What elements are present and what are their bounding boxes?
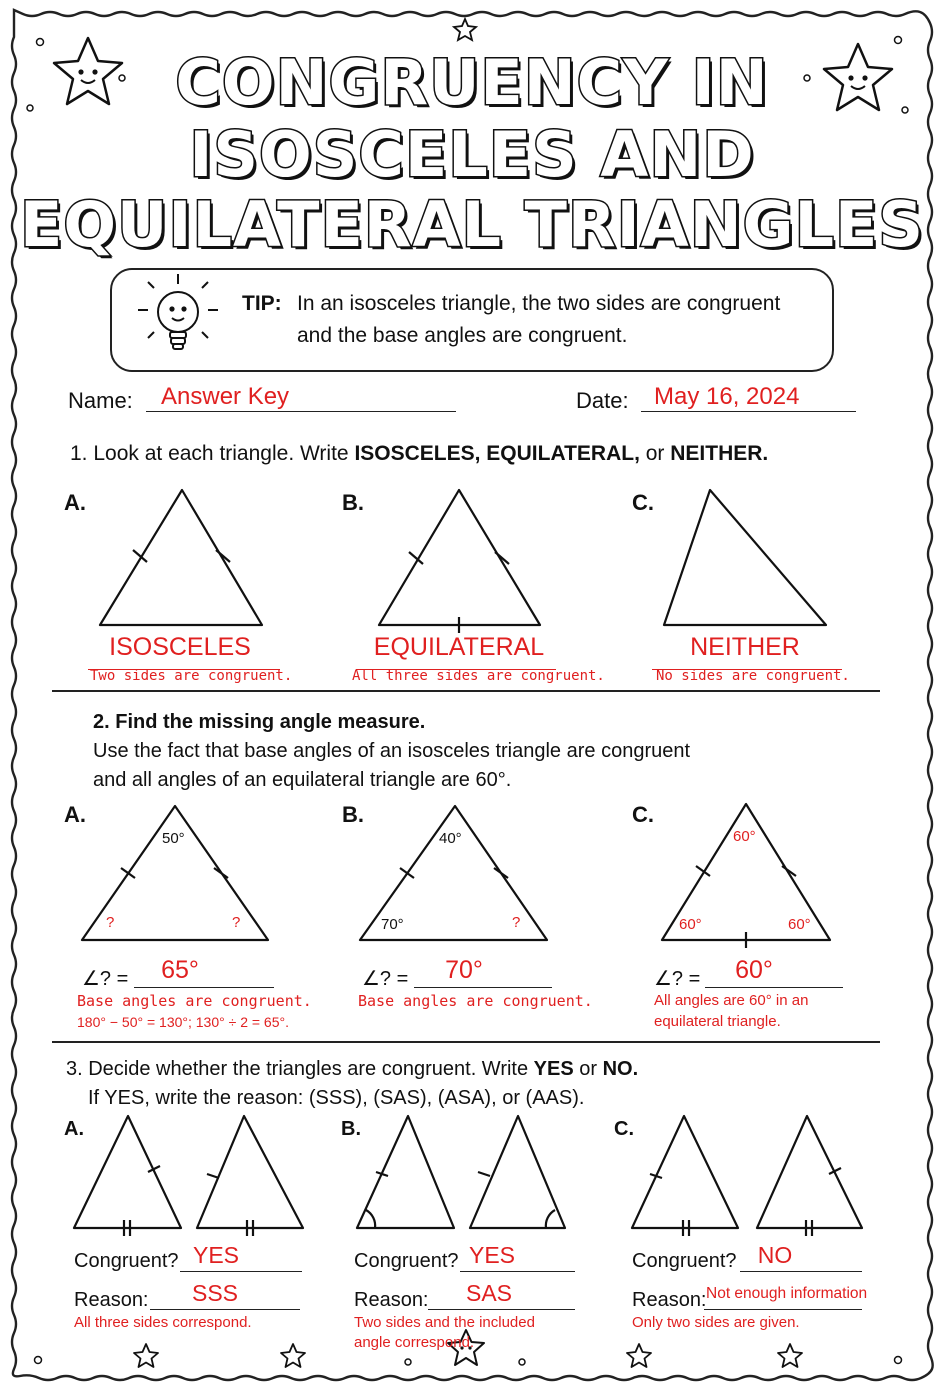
tip-label: TIP: bbox=[242, 292, 282, 315]
congruent-label: Congruent? bbox=[74, 1250, 179, 1272]
triangle-3c-left bbox=[632, 1116, 738, 1236]
triangle-3c-right bbox=[757, 1116, 862, 1236]
congruent-label: Congruent? bbox=[354, 1250, 459, 1272]
note-3b-1: Two sides and the included bbox=[354, 1314, 535, 1331]
date-label: Date: bbox=[576, 388, 629, 413]
note-2b-1: Base angles are congruent. bbox=[358, 992, 593, 1010]
star-icon bbox=[281, 1344, 305, 1367]
answer-underline bbox=[460, 1271, 575, 1272]
star-icon bbox=[454, 19, 476, 40]
answer-1c: NEITHER bbox=[690, 633, 800, 661]
name-value: Answer Key bbox=[161, 383, 290, 410]
congruent-label: Congruent? bbox=[632, 1250, 737, 1272]
item-letter: B. bbox=[341, 1118, 361, 1140]
name-underline bbox=[146, 411, 456, 412]
triangle-3a-left bbox=[74, 1116, 181, 1236]
star-icon bbox=[778, 1344, 802, 1367]
title-line-1: CONGRUENCY IN bbox=[175, 46, 769, 119]
congruent-3c: NO bbox=[757, 1242, 793, 1268]
title-line-3: EQUILATERAL TRIANGLES bbox=[20, 188, 924, 261]
star-icon bbox=[134, 1344, 158, 1367]
triangle-3b-right bbox=[470, 1116, 565, 1228]
answer-underline bbox=[705, 987, 843, 988]
section1-prompt: 1. Look at each triangle. Write ISOSCELES, EQUILATERAL, or NEITHER. bbox=[70, 442, 769, 465]
reason-label: Reason: bbox=[632, 1289, 707, 1311]
section-divider bbox=[52, 1041, 880, 1043]
congruent-3a: YES bbox=[192, 1242, 240, 1268]
answer-2a: 65° bbox=[161, 956, 199, 984]
date-underline bbox=[641, 411, 856, 412]
angle-left-2b: 70° bbox=[381, 916, 404, 933]
angle-equation-label: ∠? = bbox=[82, 968, 129, 990]
note-3a-1: All three sides correspond. bbox=[74, 1314, 252, 1331]
answer-2b: 70° bbox=[445, 956, 483, 984]
item-letter: C. bbox=[632, 490, 654, 515]
note-2a-1: Base angles are congruent. bbox=[77, 992, 312, 1010]
answer-underline bbox=[180, 1271, 302, 1272]
answer-underline bbox=[740, 1271, 862, 1272]
congruent-3b: YES bbox=[468, 1242, 516, 1268]
item-letter: A. bbox=[64, 490, 86, 515]
triangle-3a-right bbox=[197, 1116, 303, 1236]
angle-right-2c: 60° bbox=[788, 916, 811, 933]
item-letter: C. bbox=[614, 1118, 634, 1140]
tip-box bbox=[110, 268, 834, 372]
note-2a-2: 180° − 50° = 130°; 130° ÷ 2 = 65°. bbox=[77, 1014, 289, 1030]
answer-underline bbox=[704, 1309, 862, 1310]
reason-3b: SAS bbox=[465, 1280, 513, 1306]
section-divider bbox=[52, 690, 880, 692]
answer-underline bbox=[134, 987, 274, 988]
name-label: Name: bbox=[68, 388, 133, 413]
triangle-3b-left bbox=[357, 1116, 454, 1228]
angle-left-2a: ? bbox=[106, 914, 115, 931]
section2-line-2: and all angles of an equilateral triangle are 60°. bbox=[93, 769, 512, 791]
answer-underline bbox=[150, 1309, 300, 1310]
angle-equation-label: ∠? = bbox=[362, 968, 409, 990]
section3-line-1: 3. Decide whether the triangles are congruent. Write YES or NO. bbox=[66, 1058, 639, 1080]
reason-label: Reason: bbox=[354, 1289, 429, 1311]
angle-top-2c: 60° bbox=[733, 828, 756, 845]
angle-right-2a: ? bbox=[232, 914, 241, 931]
reason-3c: Not enough information bbox=[706, 1285, 868, 1302]
tip-text-line-1: In an isosceles triangle, the two sides are congruent bbox=[297, 292, 781, 315]
note-1a: Two sides are congruent. bbox=[90, 668, 293, 684]
item-letter: B. bbox=[342, 802, 364, 827]
item-letter: A. bbox=[64, 1118, 84, 1140]
note-1b: All three sides are congruent. bbox=[352, 668, 605, 684]
reason-label: Reason: bbox=[74, 1289, 149, 1311]
section2-line-1: Use the fact that base angles of an isosceles triangle are congruent bbox=[93, 740, 691, 762]
tip-text-line-2: and the base angles are congruent. bbox=[297, 324, 628, 347]
item-letter: A. bbox=[64, 802, 86, 827]
note-1c: No sides are congruent. bbox=[656, 668, 850, 684]
item-letter: C. bbox=[632, 802, 654, 827]
item-letter: B. bbox=[342, 490, 364, 515]
angle-equation-label: ∠? = bbox=[654, 968, 701, 990]
angle-top-2a: 50° bbox=[162, 830, 185, 847]
reason-3a: SSS bbox=[191, 1280, 239, 1306]
section3-line-2: If YES, write the reason: (SSS), (SAS), (ASA), or (AAS). bbox=[88, 1087, 585, 1109]
title-line-2: ISOSCELES AND bbox=[189, 118, 755, 191]
triangle-1c bbox=[664, 490, 826, 625]
section2-title: 2. Find the missing angle measure. bbox=[93, 711, 426, 733]
angle-right-2b: ? bbox=[512, 914, 521, 931]
note-3b-2: angle correspond. bbox=[354, 1334, 475, 1351]
angle-top-2b: 40° bbox=[439, 830, 462, 847]
star-icon bbox=[627, 1344, 651, 1367]
answer-underline bbox=[414, 987, 552, 988]
angle-left-2c: 60° bbox=[679, 916, 702, 933]
answer-2c: 60° bbox=[735, 956, 773, 984]
triangle-1b bbox=[379, 490, 540, 633]
answer-underline bbox=[428, 1309, 575, 1310]
note-2c-1: All angles are 60° in an bbox=[654, 992, 809, 1009]
triangle-1a bbox=[100, 490, 262, 625]
answer-1b: EQUILATERAL bbox=[373, 633, 545, 661]
date-value: May 16, 2024 bbox=[654, 383, 800, 410]
answer-1a: ISOSCELES bbox=[109, 633, 251, 661]
note-3c-1: Only two sides are given. bbox=[632, 1314, 800, 1331]
note-2c-2: equilateral triangle. bbox=[654, 1013, 781, 1030]
